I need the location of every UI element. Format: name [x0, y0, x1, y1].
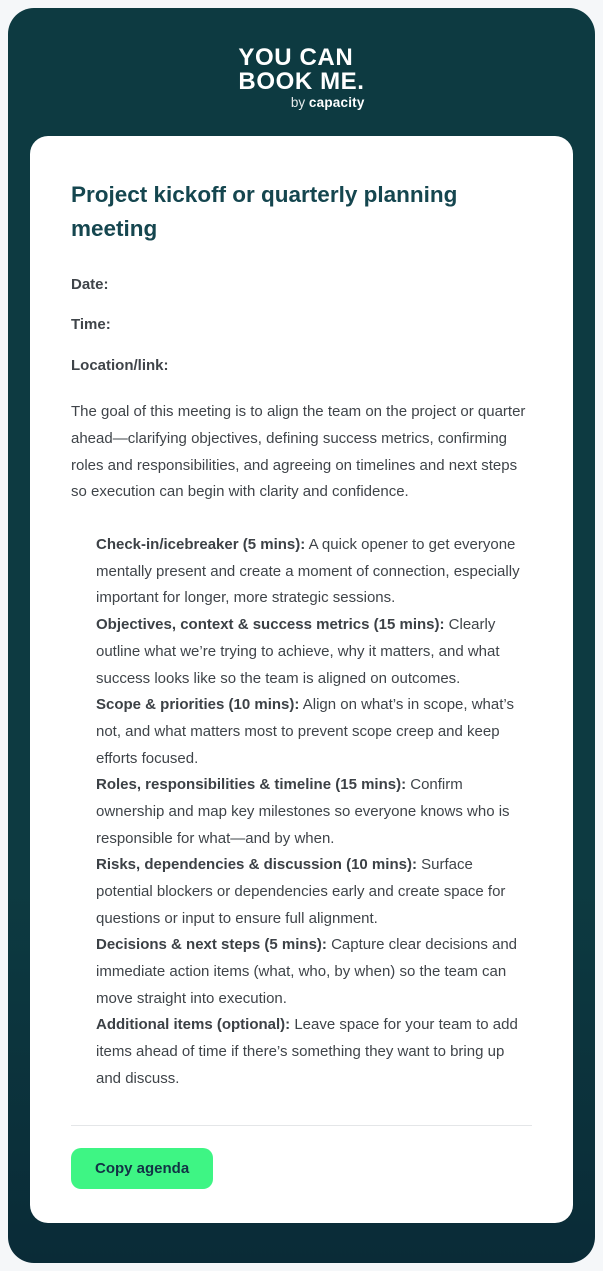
agenda-item: Scope & priorities (10 mins): Align on what’s in scope, what’s not, and what matters most to prevent scope creep and keep efforts focused.: [96, 696, 514, 767]
brand-panel: [8, 8, 595, 1263]
youcanbookme-logo: [238, 46, 364, 112]
date-label: Date:: [71, 275, 109, 293]
agenda-item: Decisions & next steps (5 mins): Capture clear decisions and immediate action items (what, who, by when) so the team can move straight into execution.: [96, 936, 518, 1007]
page-title: Project kickoff or quarterly planning meeting: [71, 182, 458, 241]
capacity-brand-text: capacity: [308, 95, 365, 110]
logo-by-text: by: [290, 95, 309, 110]
agenda-item-heading: Objectives, context & success metrics (15 mins):: [96, 616, 445, 634]
agenda-item-heading: Decisions & next steps (5 mins):: [96, 936, 327, 954]
time-label: Time:: [71, 316, 111, 334]
agenda-card: [30, 136, 573, 1222]
agenda-item-heading: Check-in/icebreaker (5 mins):: [96, 536, 306, 554]
agenda-item: Roles, responsibilities & timeline (15 mins): Confirm ownership and map key milestones so everyone knows who is responsible for what—and by when.: [96, 776, 510, 847]
agenda-list: [71, 532, 532, 1092]
logo-line-1: YOU CAN: [238, 44, 354, 71]
agenda-item-heading: Risks, dependencies & discussion (10 mins):: [96, 856, 417, 874]
agenda-item-heading: Additional items (optional):: [96, 1016, 291, 1034]
logo-wrap: [30, 46, 573, 112]
logo-byline: [238, 94, 364, 112]
copy-agenda-button[interactable]: Copy agenda: [71, 1148, 213, 1189]
agenda-item: Risks, dependencies & discussion (10 mins): Surface potential blockers or dependencies early and create space for questions or input to ensure full alignment.: [96, 856, 506, 927]
agenda-item: Additional items (optional): Leave space for your team to add items ahead of time if there’s something they want to bring up and discuss.: [96, 1016, 518, 1087]
divider: [71, 1125, 532, 1126]
agenda-item: Check-in/icebreaker (5 mins): A quick opener to get everyone mentally present and create a moment of connection, especially important for longer, more strategic sessions.: [96, 536, 520, 607]
meeting-goal-text: The goal of this meeting is to align the team on the project or quarter ahead—clarifying objectives, defining success metrics, confirming roles and responsibilities, and agreeing on timelines and next steps so execution can begin with clarity and confidence.: [71, 403, 526, 501]
agenda-item-heading: Scope & priorities (10 mins):: [96, 696, 300, 714]
agenda-item: Objectives, context & success metrics (15 mins): Clearly outline what we’re trying to achieve, why it matters, and what success looks like so the team is aligned on outcomes.: [96, 616, 500, 687]
logo-line-2: BOOK ME.: [238, 68, 365, 95]
location-link-label: Location/link:: [71, 356, 169, 374]
agenda-item-heading: Roles, responsibilities & timeline (15 mins):: [96, 776, 407, 794]
